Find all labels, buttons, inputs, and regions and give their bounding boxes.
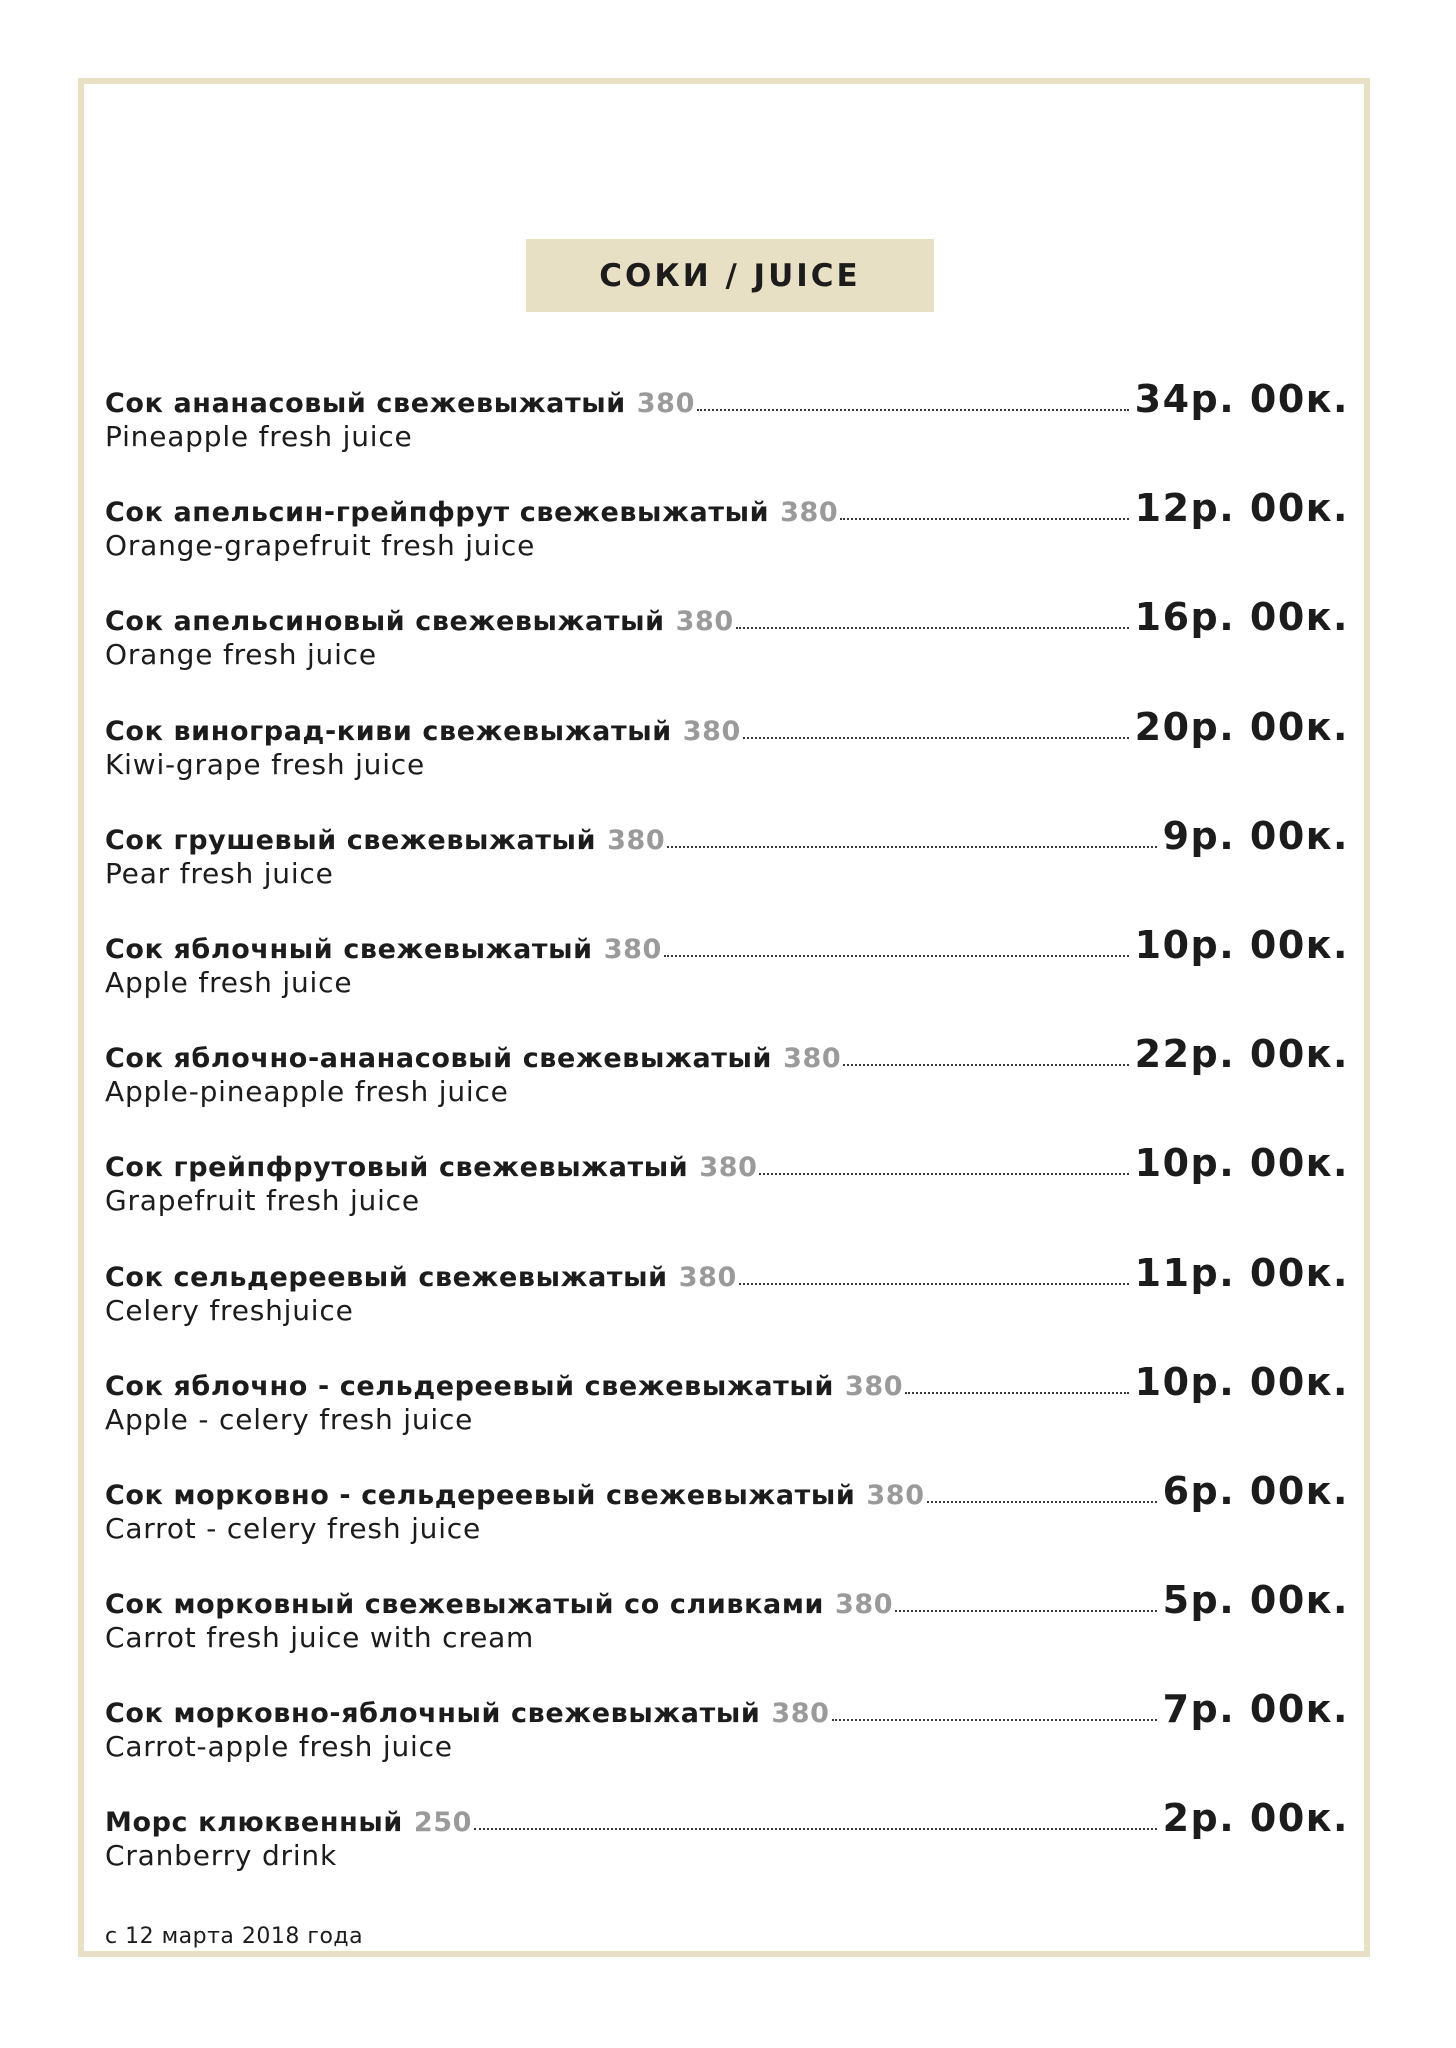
dot-leader bbox=[697, 408, 1129, 411]
menu-item bbox=[105, 705, 1355, 814]
item-name-en: Orange-grapefruit fresh juice bbox=[105, 529, 536, 563]
item-name-en: Pear fresh juice bbox=[105, 856, 334, 890]
dot-leader bbox=[759, 1172, 1128, 1175]
item-price: 22р. 00к. bbox=[1134, 1032, 1349, 1077]
item-price: 34р. 00к. bbox=[1134, 377, 1349, 421]
section-title: СОКИ / JUICE bbox=[599, 257, 861, 294]
dot-leader bbox=[927, 1500, 1157, 1503]
item-volume: 380 bbox=[866, 1479, 925, 1511]
menu-item bbox=[105, 814, 1355, 923]
item-name-en: Cranberry drink bbox=[105, 1839, 337, 1873]
section-title-banner bbox=[526, 239, 934, 312]
menu-item bbox=[105, 486, 1355, 595]
item-price: 10р. 00к. bbox=[1134, 1141, 1349, 1186]
item-volume: 250 bbox=[413, 1807, 473, 1839]
menu-item bbox=[105, 1032, 1355, 1141]
item-volume: 380 bbox=[783, 1043, 842, 1075]
item-name-ru: Сок грушевый свежевыжатый bbox=[105, 824, 597, 856]
item-name-ru: Сок морковно - сельдереевый свежевыжатый bbox=[105, 1479, 856, 1511]
dot-leader bbox=[843, 1063, 1128, 1066]
item-volume: 380 bbox=[835, 1589, 894, 1621]
item-volume: 380 bbox=[682, 715, 741, 747]
dot-leader bbox=[905, 1391, 1129, 1394]
item-volume: 380 bbox=[771, 1698, 830, 1730]
item-name-ru: Сок грейпфрутовый свежевыжатый bbox=[105, 1152, 689, 1184]
item-price: 2р. 00к. bbox=[1162, 1796, 1349, 1841]
item-price: 12р. 00к. bbox=[1134, 486, 1349, 531]
item-price: 10р. 00к. bbox=[1134, 1359, 1349, 1404]
item-volume: 380 bbox=[844, 1370, 904, 1402]
item-volume: 380 bbox=[675, 606, 734, 638]
item-name-ru: Сок апельсин-грейпфрут свежевыжатый bbox=[105, 497, 770, 529]
item-name-ru: Сок виноград-киви свежевыжатый bbox=[105, 715, 672, 747]
item-name-en: Apple - celery fresh juice bbox=[105, 1402, 474, 1436]
item-name-ru: Сок ананасовый свежевыжатый bbox=[105, 388, 626, 419]
item-price: 10р. 00к. bbox=[1134, 922, 1349, 967]
item-name-en: Kiwi-grape fresh juice bbox=[105, 747, 426, 781]
item-name-ru: Сок апельсиновый свежевыжатый bbox=[105, 606, 665, 638]
dot-leader bbox=[840, 517, 1128, 520]
item-name-ru: Сок морковный свежевыжатый со сливками bbox=[105, 1589, 825, 1621]
dot-leader bbox=[736, 626, 1129, 629]
menu-item bbox=[105, 1469, 1355, 1578]
dot-leader bbox=[474, 1827, 1157, 1830]
item-volume: 380 bbox=[678, 1261, 737, 1293]
item-name-en: Apple-pineapple fresh juice bbox=[105, 1075, 509, 1109]
item-name-ru: Сок яблочно - сельдереевый свежевыжатый bbox=[105, 1370, 834, 1402]
item-volume: 380 bbox=[699, 1152, 758, 1184]
item-name-en: Orange fresh juice bbox=[105, 638, 377, 672]
item-name-ru: Сок сельдереевый свежевыжатый bbox=[105, 1261, 668, 1293]
item-volume: 380 bbox=[607, 824, 666, 856]
item-volume: 380 bbox=[636, 388, 695, 419]
item-volume: 380 bbox=[780, 497, 839, 529]
item-volume: 380 bbox=[603, 933, 662, 965]
item-name-en: Apple fresh juice bbox=[105, 965, 353, 999]
menu-item bbox=[105, 923, 1355, 1032]
dot-leader bbox=[739, 1282, 1129, 1285]
item-name-ru: Сок морковно-яблочный свежевыжатый bbox=[105, 1698, 761, 1730]
dot-leader bbox=[895, 1609, 1156, 1612]
item-price: 6р. 00к. bbox=[1162, 1468, 1349, 1513]
menu-item bbox=[105, 377, 1355, 486]
item-name-en: Carrot fresh juice with cream bbox=[105, 1621, 535, 1655]
item-name-ru: Сок яблочный свежевыжатый bbox=[105, 933, 593, 965]
dot-leader bbox=[664, 954, 1129, 957]
menu-item bbox=[105, 1251, 1355, 1360]
item-name-en: Pineapple fresh juice bbox=[105, 420, 413, 453]
item-price: 7р. 00к. bbox=[1162, 1687, 1349, 1732]
menu-item bbox=[105, 1687, 1355, 1796]
item-name-en: Carrot - celery fresh juice bbox=[105, 1511, 481, 1545]
menu-item bbox=[105, 1578, 1355, 1687]
dot-leader bbox=[667, 845, 1156, 848]
item-price: 5р. 00к. bbox=[1162, 1578, 1349, 1623]
menu-list bbox=[105, 377, 1355, 1906]
dot-leader bbox=[832, 1718, 1157, 1721]
item-name-ru: Морс клюквенный bbox=[105, 1807, 403, 1839]
item-name-ru: Сок яблочно-ананасовый свежевыжатый bbox=[105, 1043, 773, 1075]
dot-leader bbox=[743, 736, 1129, 739]
menu-item bbox=[105, 1360, 1355, 1469]
item-price: 9р. 00к. bbox=[1162, 813, 1349, 858]
item-name-en: Carrot-apple fresh juice bbox=[105, 1730, 453, 1764]
item-price: 16р. 00к. bbox=[1134, 595, 1349, 640]
item-price: 20р. 00к. bbox=[1134, 704, 1349, 749]
menu-item bbox=[105, 1141, 1355, 1250]
effective-date-note: с 12 марта 2018 года bbox=[105, 1924, 364, 1949]
item-name-en: Celery freshjuice bbox=[105, 1293, 354, 1327]
item-price: 11р. 00к. bbox=[1134, 1250, 1349, 1295]
item-name-en: Grapefruit fresh juice bbox=[105, 1184, 420, 1218]
menu-item bbox=[105, 595, 1355, 704]
menu-item bbox=[105, 1796, 1355, 1905]
